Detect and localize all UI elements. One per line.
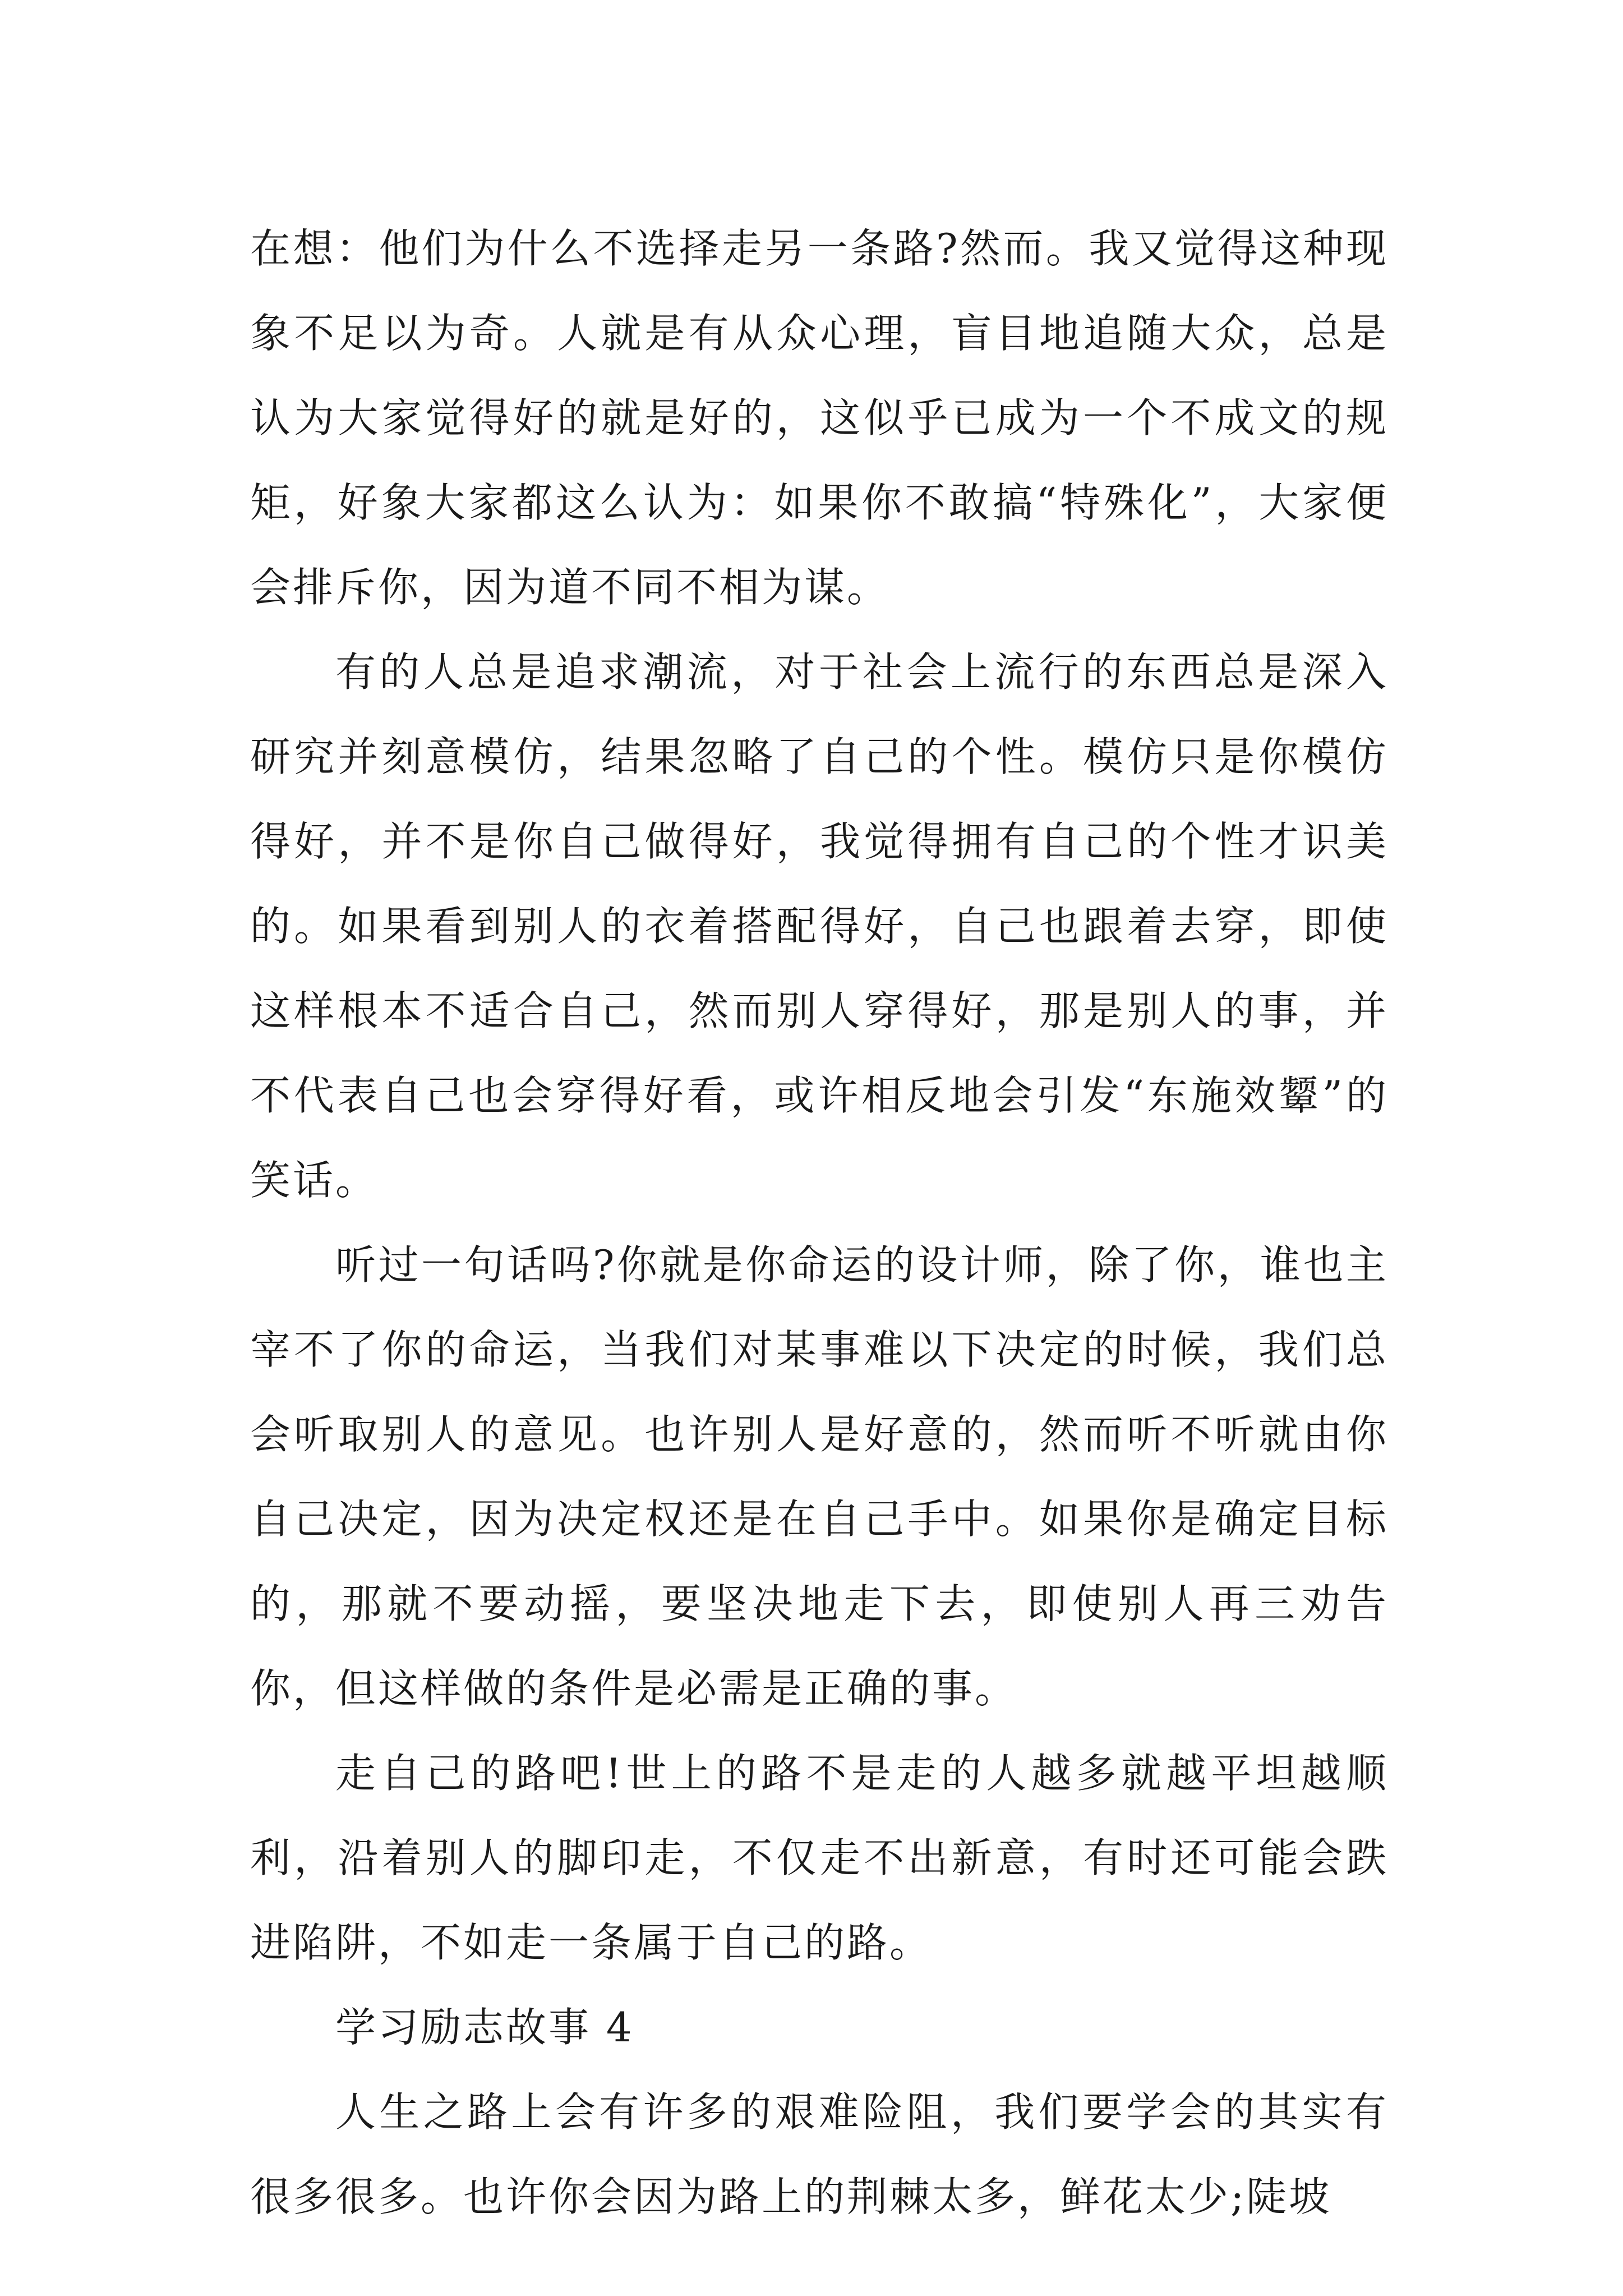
section-heading: 学习励志故事 4 [335, 2004, 634, 2051]
paragraph-1: 在想：他们为什么不选择走另一条路?然而。我又觉得这种现象不足以为奇。人就是有从众心理，盲目地追随大众，总是认为大家觉得好的就是好的，这似乎已成为一个不成文的规矩，好象大家都这么认为：如果你不敢搞“特殊化”，大家便会排斥你，因为道不同不相为谋。 [250, 225, 1389, 611]
paragraph-3: 听过一句话吗?你就是你命运的设计师，除了你，谁也主宰不了你的命运，当我们对某事难以下决定的时候，我们总会听取别人的意见。也许别人是好意的，然而听不听就由你自己决定，因为决定权还是在自己手中。如果你是确定目标的，那就不要动摇，要坚决地走下去，即使别人再三劝告你，但这样做的条件是必需是正确的事。 [250, 1241, 1389, 1712]
document-body [250, 206, 1389, 2239]
paragraph-5: 人生之路上会有许多的艰难险阻，我们要学会的其实有很多很多。也许你会因为路上的荆棘太多，鲜花太少;陡坡 [250, 2088, 1389, 2220]
paragraph-2: 有的人总是追求潮流，对于社会上流行的东西总是深入研究并刻意模仿，结果忽略了自己的个性。模仿只是你模仿得好，并不是你自己做得好，我觉得拥有自己的个性才识美的。如果看到别人的衣着搭配得好，自己也跟着去穿，即使这样根本不适合自己，然而别人穿得好，那是别人的事，并不代表自己也会穿得好看，或许相反地会引发“东施效颦”的笑话。 [250, 648, 1389, 1204]
paragraph-4: 走自己的路吧!世上的路不是走的人越多就越平坦越顺利，沿着别人的脚印走，不仅走不出新意，有时还可能会跌进陷阱，不如走一条属于自己的路。 [250, 1750, 1389, 1966]
